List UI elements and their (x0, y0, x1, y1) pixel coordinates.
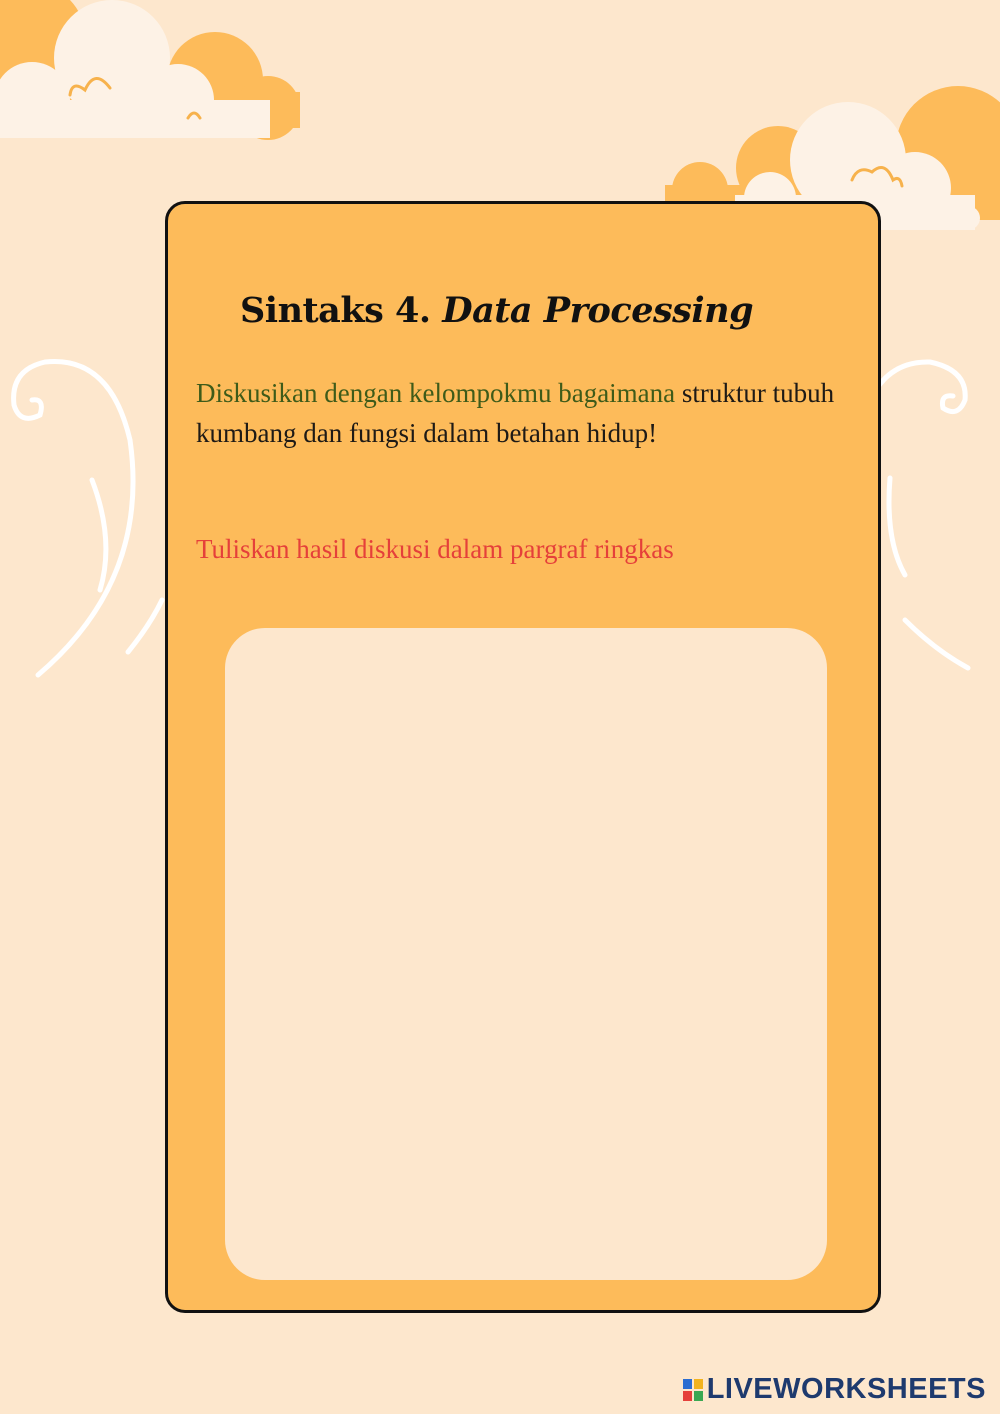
wind-swirl-left (14, 361, 162, 675)
brand-name: LIVEWORKSHEETS (706, 1373, 986, 1405)
answer-textarea[interactable] (225, 628, 827, 1280)
title-prefix: Sintaks 4. (240, 290, 431, 331)
title-emphasis: Data Processing (442, 290, 754, 331)
instruction-text (196, 373, 836, 453)
task-text: Tuliskan hasil diskusi dalam pargraf ringkas (196, 534, 674, 564)
liveworksheets-brand (683, 1373, 986, 1406)
page-title (240, 290, 753, 331)
cloud-top-left (0, 0, 300, 140)
liveworksheets-logo-icon (683, 1379, 703, 1401)
instruction-part2: struktur tubuh kumbang dan fungsi dalam betahan hidup! (196, 378, 835, 448)
instruction-part1: Diskusikan dengan kelompokmu bagaimana (196, 378, 676, 408)
